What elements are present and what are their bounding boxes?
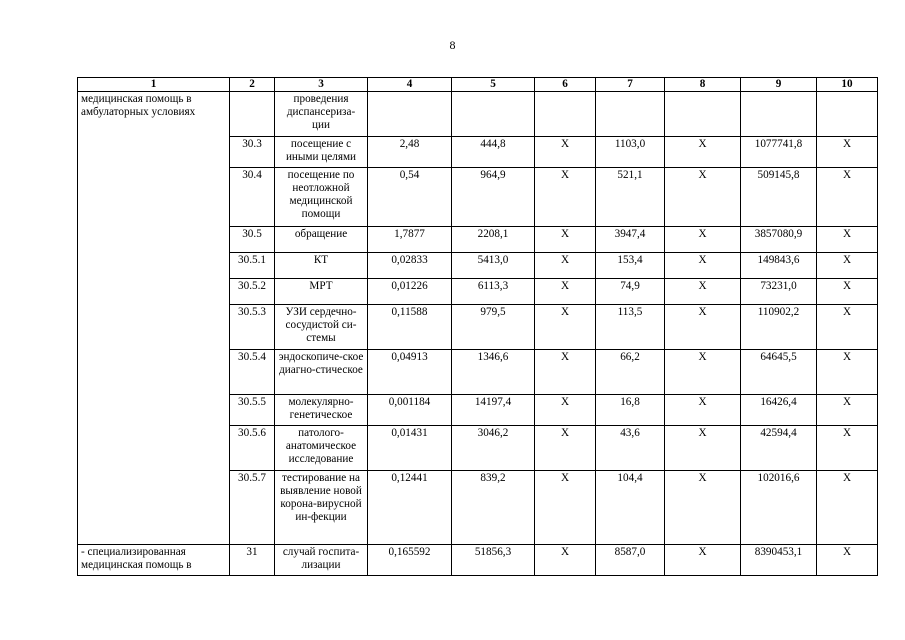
header-cell: 8 [665, 78, 741, 92]
table-cell-c9: 16426,4 [741, 395, 817, 426]
table-cell-c8: Х [665, 279, 741, 305]
table-cell-c7: 104,4 [596, 471, 665, 545]
table-cell-c2: 30.5.6 [230, 426, 275, 471]
table-cell-c10: Х [817, 350, 878, 395]
table-cell-c2: 30.5.1 [230, 253, 275, 279]
table-cell-c4: 0,01431 [368, 426, 452, 471]
table-cell-c8: Х [665, 305, 741, 350]
table-cell-c4: 0,02833 [368, 253, 452, 279]
table-cell-c9: 42594,4 [741, 426, 817, 471]
table-cell-c8 [665, 92, 741, 137]
table-cell-c8: Х [665, 350, 741, 395]
table-cell-c7: 1103,0 [596, 137, 665, 168]
table-cell-c10 [817, 92, 878, 137]
table-cell-c3: тестирование на выявление новой корона-вирусной ин-фекции [275, 471, 368, 545]
table-cell-c4: 0,04913 [368, 350, 452, 395]
table-cell-c7: 153,4 [596, 253, 665, 279]
table-cell-c3: посещение с иными целями [275, 137, 368, 168]
header-cell: 1 [78, 78, 230, 92]
table-cell-c6: Х [535, 545, 596, 576]
table-cell-c2: 30.3 [230, 137, 275, 168]
table-cell-c10: Х [817, 227, 878, 253]
table-cell-c7: 74,9 [596, 279, 665, 305]
table-cell-c5: 5413,0 [452, 253, 535, 279]
header-cell: 3 [275, 78, 368, 92]
table-cell-c4 [368, 92, 452, 137]
table-cell-c8: Х [665, 253, 741, 279]
table-cell-c4: 2,48 [368, 137, 452, 168]
table-cell-c10: Х [817, 279, 878, 305]
table-cell-c10: Х [817, 253, 878, 279]
table-cell-c5: 51856,3 [452, 545, 535, 576]
table-cell-c2: 30.5.4 [230, 350, 275, 395]
table-cell-c10: Х [817, 395, 878, 426]
table-cell-c8: Х [665, 471, 741, 545]
table-cell-c7: 521,1 [596, 168, 665, 227]
table-cell-c3: случай госпита-лизации [275, 545, 368, 576]
table-cell-c2: 30.5.7 [230, 471, 275, 545]
table-cell-c3: эндоскопиче-ское диагно-стическое [275, 350, 368, 395]
table-cell-c9: 102016,6 [741, 471, 817, 545]
table-cell-c4: 0,54 [368, 168, 452, 227]
table-cell-c2 [230, 92, 275, 137]
table-cell-c8: Х [665, 426, 741, 471]
table-cell-c6: Х [535, 253, 596, 279]
table-cell-c2: 30.5.5 [230, 395, 275, 426]
table-cell-c6: Х [535, 227, 596, 253]
table-cell-c7: 66,2 [596, 350, 665, 395]
table-cell-c3: патолого-анатомическое исследование [275, 426, 368, 471]
data-table [77, 77, 878, 576]
header-cell: 5 [452, 78, 535, 92]
table-cell-c4: 0,11588 [368, 305, 452, 350]
header-cell: 9 [741, 78, 817, 92]
table-cell-c4: 0,165592 [368, 545, 452, 576]
table-cell-c6: Х [535, 471, 596, 545]
table-cell-c4: 0,12441 [368, 471, 452, 545]
header-cell: 2 [230, 78, 275, 92]
table-cell-c2: 30.4 [230, 168, 275, 227]
table-cell-c3: молекулярно-генетическое [275, 395, 368, 426]
table-cell-c3: УЗИ сердечно-сосудистой си-стемы [275, 305, 368, 350]
table-cell-c5: 1346,6 [452, 350, 535, 395]
table-cell-c2: 30.5 [230, 227, 275, 253]
table-cell-c2: 30.5.3 [230, 305, 275, 350]
table-cell-c9: 8390453,1 [741, 545, 817, 576]
header-cell: 4 [368, 78, 452, 92]
group-label-cell: медицинская помощь в амбулаторных условиях [78, 92, 230, 545]
table-cell-c6 [535, 92, 596, 137]
table-cell-c9: 73231,0 [741, 279, 817, 305]
table-cell-c8: Х [665, 545, 741, 576]
table-cell-c8: Х [665, 395, 741, 426]
table-cell-c3: проведения диспансериза-ции [275, 92, 368, 137]
table-cell-c2: 30.5.2 [230, 279, 275, 305]
header-cell: 6 [535, 78, 596, 92]
table-cell-c3: КТ [275, 253, 368, 279]
table-cell-c2: 31 [230, 545, 275, 576]
table-cell-c5: 3046,2 [452, 426, 535, 471]
table-cell-c6: Х [535, 350, 596, 395]
table-cell-c10: Х [817, 545, 878, 576]
table-cell-c9: 3857080,9 [741, 227, 817, 253]
table-row [78, 92, 878, 137]
table-cell-c7: 8587,0 [596, 545, 665, 576]
table-cell-c5 [452, 92, 535, 137]
table-cell-c9 [741, 92, 817, 137]
table-cell-c5: 964,9 [452, 168, 535, 227]
table-cell-c6: Х [535, 137, 596, 168]
table-cell-c8: Х [665, 137, 741, 168]
table-cell-c8: Х [665, 227, 741, 253]
header-cell: 10 [817, 78, 878, 92]
table-cell-c7: 113,5 [596, 305, 665, 350]
table-cell-c4: 0,01226 [368, 279, 452, 305]
table-cell-c5: 979,5 [452, 305, 535, 350]
table-cell-c3: МРТ [275, 279, 368, 305]
table-cell-c10: Х [817, 168, 878, 227]
table-cell-c5: 6113,3 [452, 279, 535, 305]
table-cell-c6: Х [535, 395, 596, 426]
header-row [78, 78, 878, 92]
table-cell-c7 [596, 92, 665, 137]
table-cell-c3: посещение по неотложной медицинской помощи [275, 168, 368, 227]
table-cell-c5: 444,8 [452, 137, 535, 168]
table-cell-c5: 839,2 [452, 471, 535, 545]
table-cell-c4: 1,7877 [368, 227, 452, 253]
table-cell-c10: Х [817, 426, 878, 471]
table-cell-c6: Х [535, 426, 596, 471]
table-cell-c10: Х [817, 305, 878, 350]
table-cell-c9: 110902,2 [741, 305, 817, 350]
table-cell-c9: 149843,6 [741, 253, 817, 279]
table-cell-c5: 14197,4 [452, 395, 535, 426]
table-cell-c1: - специализированная медицинская помощь в [78, 545, 230, 576]
page-number: 8 [449, 38, 456, 52]
table-cell-c7: 16,8 [596, 395, 665, 426]
table-row [78, 545, 878, 576]
table-cell-c8: Х [665, 168, 741, 227]
table-cell-c10: Х [817, 471, 878, 545]
table-cell-c9: 509145,8 [741, 168, 817, 227]
table-cell-c6: Х [535, 305, 596, 350]
table-cell-c9: 64645,5 [741, 350, 817, 395]
table-cell-c10: Х [817, 137, 878, 168]
table-cell-c7: 3947,4 [596, 227, 665, 253]
table-cell-c3: обращение [275, 227, 368, 253]
table-cell-c4: 0,001184 [368, 395, 452, 426]
header-cell: 7 [596, 78, 665, 92]
table-cell-c6: Х [535, 279, 596, 305]
table-cell-c6: Х [535, 168, 596, 227]
table-cell-c5: 2208,1 [452, 227, 535, 253]
table-cell-c9: 1077741,8 [741, 137, 817, 168]
table-cell-c7: 43,6 [596, 426, 665, 471]
